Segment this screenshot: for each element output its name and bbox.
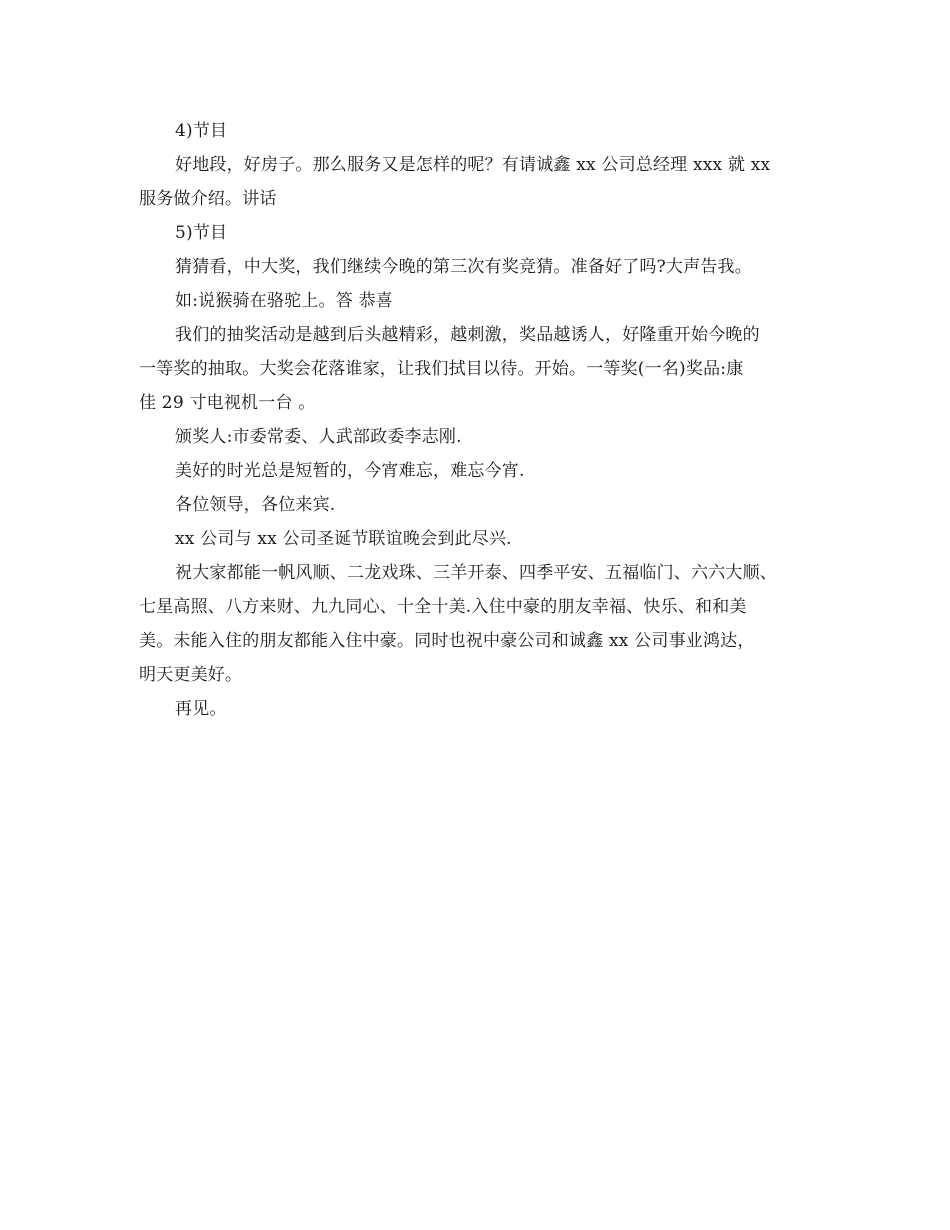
text-line: 4)节目 xyxy=(175,121,228,141)
paragraph-goodbye xyxy=(139,692,819,726)
paragraph-program-5 xyxy=(139,216,819,250)
paragraph-program-4 xyxy=(139,114,819,148)
text-line: 明天更美好。 xyxy=(139,665,243,685)
paragraph-service-intro xyxy=(139,148,819,216)
paragraph-guessing-game xyxy=(139,250,819,284)
text-line: 猜猜看，中大奖，我们继续今晚的第三次有奖竞猜。准备好了吗?大声告我。 xyxy=(175,257,752,277)
paragraph-good-times xyxy=(139,454,819,488)
text-line: 如:说猴骑在骆驼上。答 恭喜 xyxy=(175,291,393,311)
document-body xyxy=(139,114,819,726)
text-line: 再见。 xyxy=(175,699,227,719)
text-line: 七星高照、八方来财、九九同心、十全十美.入住中豪的朋友幸福、快乐、和和美 xyxy=(139,597,747,617)
paragraph-riddle-example xyxy=(139,284,819,318)
text-line: 好地段，好房子。那么服务又是怎样的呢？有请诚鑫 xx 公司总经理 xxx 就 xx xyxy=(175,155,771,175)
text-line: xx 公司与 xx 公司圣诞节联谊晚会到此尽兴. xyxy=(175,529,512,549)
paragraph-first-prize xyxy=(139,318,819,420)
text-line: 服务做介绍。讲话 xyxy=(139,189,277,209)
text-line: 美好的时光总是短暂的，今宵难忘，难忘今宵. xyxy=(175,461,525,481)
paragraph-greeting xyxy=(139,488,819,522)
text-line: 一等奖的抽取。大奖会花落谁家，让我们拭目以待。开始。一等奖(一名)奖品:康 xyxy=(139,359,744,379)
paragraph-blessings xyxy=(139,556,819,692)
text-line: 各位领导，各位来宾. xyxy=(175,495,336,515)
text-line: 祝大家都能一帆风顺、二龙戏珠、三羊开泰、四季平安、五福临门、六六大顺、 xyxy=(175,563,777,583)
paragraph-closing-party xyxy=(139,522,819,556)
text-line: 颁奖人:市委常委、人武部政委李志刚. xyxy=(175,427,462,447)
text-line: 佳 29 寸电视机一台 。 xyxy=(139,393,316,413)
text-line: 5)节目 xyxy=(175,223,228,243)
paragraph-presenter xyxy=(139,420,819,454)
text-line: 我们的抽奖活动是越到后头越精彩，越刺激，奖品越诱人，好隆重开始今晚的 xyxy=(175,325,760,345)
text-line: 美。未能入住的朋友都能入住中豪。同时也祝中豪公司和诚鑫 xx 公司事业鸿达， xyxy=(139,631,755,651)
